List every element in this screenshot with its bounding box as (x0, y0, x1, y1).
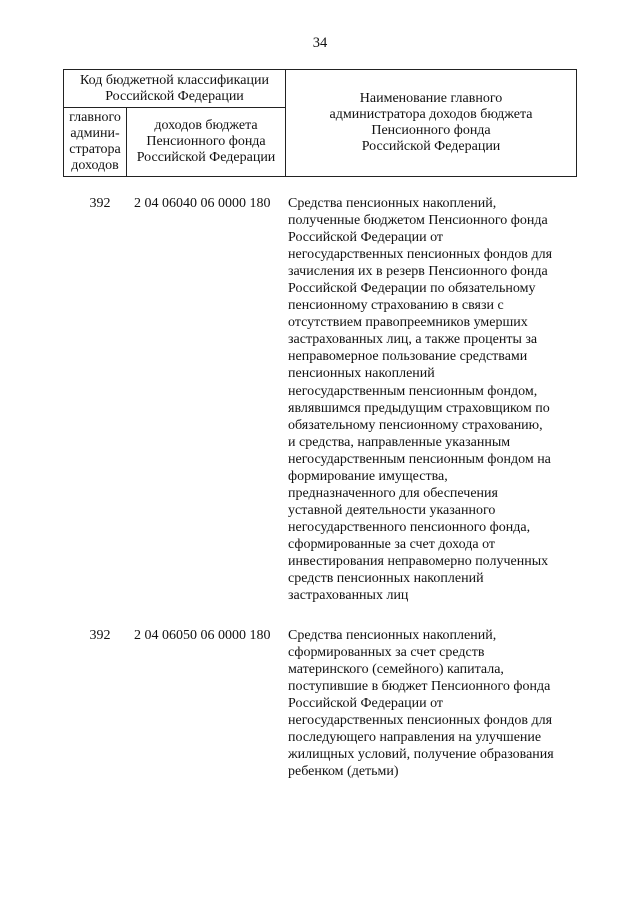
admin-column-header (64, 108, 127, 177)
budget-code: 2 04 06040 06 0000 180 (134, 196, 271, 211)
code-group-line: Код бюджетной классификации (80, 72, 269, 88)
description-line: инвестирования неправомерно полученных (288, 553, 549, 569)
admin-code: 392 (89, 628, 111, 643)
description-line: средств пенсионных накоплений (288, 571, 484, 587)
description-line: неправомерное пользование средствами (288, 349, 528, 365)
description-line: последующего направления на улучшение (288, 730, 542, 746)
description-line: ребенком (детьми) (288, 764, 399, 780)
header-table (63, 69, 577, 177)
name-header-line: Российской Федерации (361, 139, 501, 154)
name-header-line: Наименование главного (359, 91, 503, 106)
description-line: зачисления их в резерв Пенсионного фонда (288, 264, 548, 280)
description-line: являвшимся предыдущим страховщиком по (288, 400, 550, 416)
description-line: пенсионных накоплений (288, 366, 435, 382)
description-line: формирование имущества, (288, 468, 448, 484)
description-line: негосударственных пенсионных фондов для (288, 713, 553, 729)
admin-header-line: доходов (71, 158, 119, 173)
row-description (288, 627, 588, 780)
description-line: Российской Федерации от (288, 696, 444, 712)
description-line: Российской Федерации от (288, 230, 444, 246)
code-group-line: Российской Федерации (105, 88, 244, 104)
description-line: отсутствием правопреемников умерших (288, 315, 528, 331)
admin-header-line: стратора (69, 142, 121, 157)
admin-header-line: главного (69, 110, 121, 125)
description-line: застрахованных лиц (288, 588, 409, 604)
description-line: жилищных условий, получение образования (288, 747, 554, 763)
description-line: негосударственным пенсионным фондом на (288, 451, 551, 467)
description-line: полученные бюджетом Пенсионного фонда (288, 213, 548, 229)
admin-header-line: админи- (70, 126, 120, 141)
description-line: застрахованных лиц, а также проценты за (288, 332, 538, 348)
description-line: уставной деятельности указанного (288, 502, 496, 518)
name-header-line: Пенсионного фонда (371, 123, 491, 138)
description-line: пенсионному страхованию в связи с (288, 298, 504, 314)
income-header-line: Российской Федерации (136, 150, 276, 165)
budget-code: 2 04 06050 06 0000 180 (134, 628, 271, 643)
name-column-header (286, 70, 577, 177)
description-line: негосударственных пенсионных фондов для (288, 247, 553, 263)
row-description (288, 195, 588, 604)
description-line: материнского (семейного) капитала, (288, 662, 504, 678)
income-column-header (127, 108, 286, 177)
code-group-header (64, 70, 286, 108)
description-line: поступившие в бюджет Пенсионного фонда (288, 679, 551, 695)
description-line: Средства пенсионных накоплений, (288, 628, 497, 643)
description-line: сформированных за счет средств (288, 645, 485, 661)
description-line: негосударственного пенсионного фонда, (288, 519, 531, 535)
description-line: сформированные за счет дохода от (288, 536, 495, 552)
description-line: обязательному пенсионному страхованию, (288, 417, 543, 433)
name-header-line: администратора доходов бюджета (329, 107, 533, 122)
admin-code: 392 (89, 196, 111, 211)
page-number: 34 (312, 35, 328, 51)
description-line: Российской Федерации по обязательному (288, 281, 536, 297)
income-header-line: Пенсионного фонда (146, 134, 266, 149)
description-line: и средства, направленные указанным (288, 434, 511, 450)
description-line: Средства пенсионных накоплений, (288, 196, 497, 211)
description-line: негосударственным пенсионным фондом, (288, 383, 538, 399)
income-header-line: доходов бюджета (154, 118, 258, 133)
description-line: предназначенного для обеспечения (288, 485, 498, 501)
